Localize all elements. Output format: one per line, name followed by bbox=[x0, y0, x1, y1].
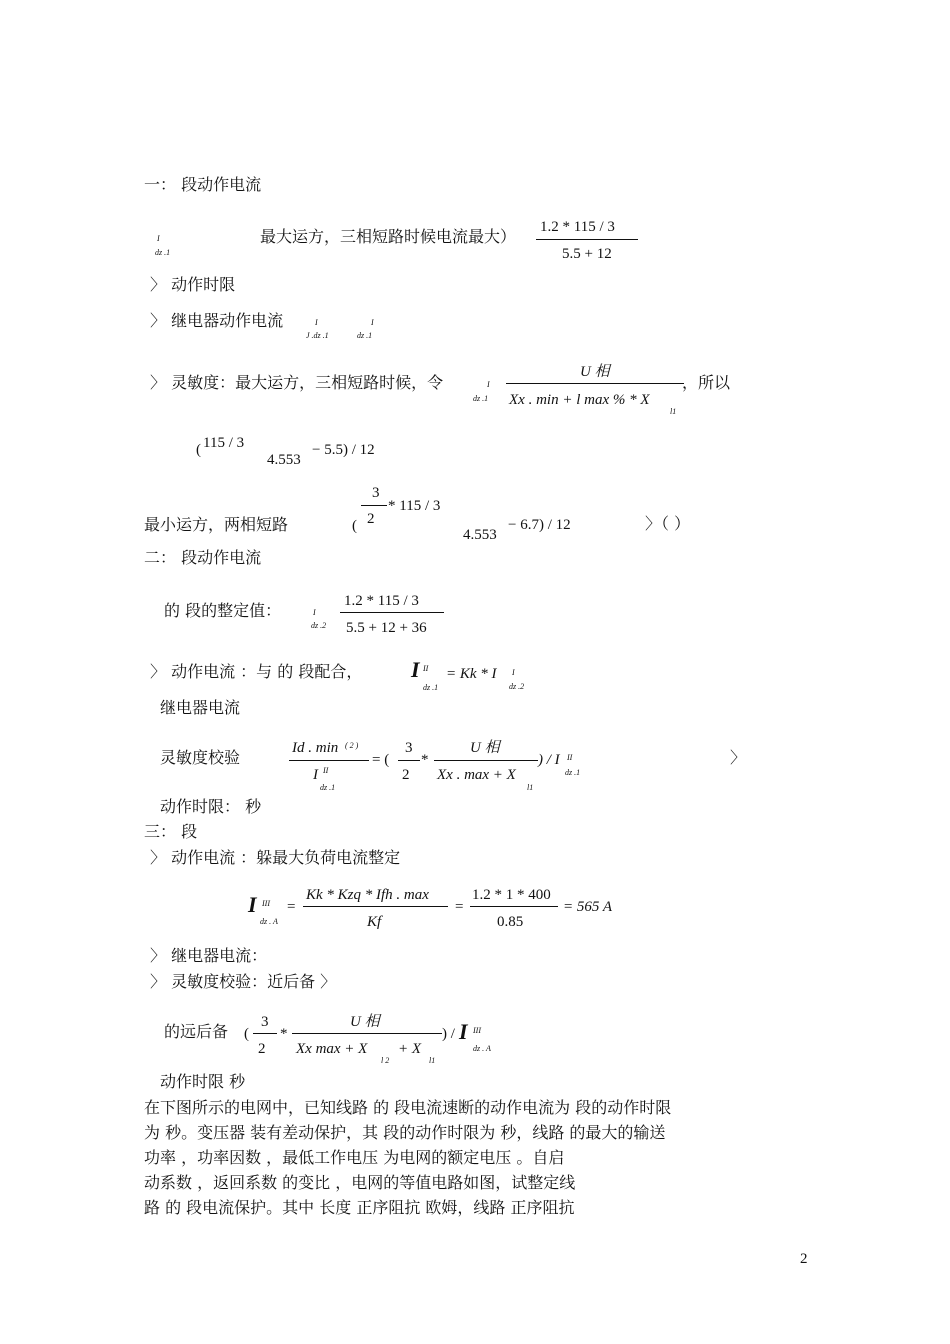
s1-line4-current-symbol: I bbox=[487, 380, 490, 389]
s2-line2-equation: = Kk * I bbox=[446, 666, 497, 682]
s2-line2-sub2: dz .2 bbox=[509, 682, 525, 691]
section-1-heading: 一： 段动作电流 bbox=[144, 175, 262, 194]
relay-current-symbol: I bbox=[315, 318, 318, 327]
s1-line6-frac-denominator: 2 bbox=[367, 511, 375, 527]
s3-eq-result: = 565 A bbox=[563, 899, 613, 915]
s1-line5-numerator: 115 / 3 bbox=[203, 435, 245, 451]
s2-line4-den-sub: dz .1 bbox=[320, 783, 336, 792]
s3-eq-current: I bbox=[248, 892, 257, 917]
s3-line4-sup: III bbox=[473, 1026, 481, 1035]
s2-line4-f2-bar bbox=[434, 760, 538, 761]
s1-line4-after: ，所以 bbox=[682, 373, 731, 392]
paragraph-line: 在下图所示的电网中，已知线路 的 段电流速断的动作电流为 段的动作时限 bbox=[144, 1098, 672, 1117]
s3-eq-bar2 bbox=[470, 906, 558, 907]
s1-line6-rest: − 6.7) / 12 bbox=[508, 517, 571, 533]
s1-line4-fraction-bar bbox=[506, 383, 684, 384]
s3-eq-equals1: = bbox=[287, 899, 296, 915]
s1-line5-open: ( bbox=[196, 442, 201, 458]
s1-line5-rest: − 5.5) / 12 bbox=[312, 442, 375, 458]
s3-line4-f2-denominator: Xx max + X bbox=[296, 1041, 368, 1057]
s2-line4-f1-bar bbox=[398, 760, 420, 761]
s2-line2-sup2: I bbox=[512, 668, 515, 677]
s3-line4-star: * bbox=[280, 1026, 288, 1042]
s3-line4-f1-denominator: 2 bbox=[258, 1041, 266, 1057]
current-subscript: dz .1 bbox=[155, 248, 171, 257]
s2-line4-f2-sub: l1 bbox=[527, 783, 534, 792]
s3-line4-f1-numerator: 3 bbox=[261, 1014, 269, 1030]
s2-line1-fraction-bar bbox=[340, 612, 444, 613]
s1-line6-text: 最小运方，两相短路 bbox=[144, 515, 289, 534]
s2-line4-text: 灵敏度校验 bbox=[160, 748, 241, 767]
s3-line2: 〉 继电器电流： bbox=[150, 946, 268, 965]
s2-line1-current-subscript: dz .2 bbox=[311, 621, 327, 630]
s2-line1-numerator: 1.2 * 115 / 3 bbox=[344, 593, 419, 609]
s2-line2-sub: dz .1 bbox=[423, 683, 439, 692]
s3-line4-f1-bar bbox=[253, 1033, 277, 1034]
s3-eq-denominator2: 0.85 bbox=[497, 914, 524, 930]
s3-eq-sub: dz . A bbox=[260, 917, 278, 926]
s3-line4-f2-bar bbox=[292, 1033, 442, 1034]
relay-current-subscript: J .dz .1 bbox=[306, 331, 329, 340]
paragraph-line: 路 的 段电流保护。其中 长度 正序阻抗 欧姆，线路 正序阻抗 bbox=[144, 1198, 575, 1217]
s2-line5: 动作时限： 秒 bbox=[160, 797, 262, 816]
s2-line4-f2-numerator: U 相 bbox=[470, 740, 500, 756]
s2-line4-fraction-bar bbox=[289, 760, 369, 761]
s3-line5: 动作时限 秒 bbox=[160, 1072, 246, 1091]
s2-line4-close: ) / I bbox=[538, 752, 560, 768]
s1-line1-denominator: 5.5 + 12 bbox=[562, 246, 612, 262]
s2-line1-current-symbol: I bbox=[313, 608, 316, 617]
s2-line4-f2-denominator: Xx . max + X bbox=[437, 767, 516, 783]
s1-line3: 〉 继电器动作电流 bbox=[150, 311, 284, 330]
s3-line4-close: ) / bbox=[442, 1026, 455, 1042]
s2-line4-star: * bbox=[421, 752, 429, 768]
s2-line2-text: 〉 动作电流 ：与 的 段配合， bbox=[150, 662, 363, 681]
s3-eq-equals2: = bbox=[455, 899, 464, 915]
s3-line4-f2-sub2: l1 bbox=[429, 1056, 436, 1065]
setting-current-symbol: I bbox=[371, 318, 374, 327]
s2-line4-denominator: I bbox=[313, 767, 318, 783]
section-3-heading: 三： 段 bbox=[144, 822, 198, 841]
s3-eq-numerator2: 1.2 * 1 * 400 bbox=[472, 887, 551, 903]
s2-line3: 继电器电流 bbox=[160, 698, 241, 717]
s1-line4-text: 〉 灵敏度：最大运方，三相短路时候，令 bbox=[150, 373, 444, 392]
paragraph-line: 为 秒。变压器 装有差动保护，其 段的动作时限为 秒，线路 的最大的输送 bbox=[144, 1123, 666, 1142]
s3-line4-f2-numerator: U 相 bbox=[350, 1014, 380, 1030]
setting-current-subscript: dz .1 bbox=[357, 331, 373, 340]
s2-line4-f1-numerator: 3 bbox=[405, 740, 413, 756]
s3-line4-text: 的远后备 bbox=[164, 1022, 229, 1041]
s1-line4-denominator-subscript: l1 bbox=[670, 407, 677, 416]
s1-line6-numerator: * 115 / 3 bbox=[388, 498, 441, 514]
s1-line1-fraction-bar bbox=[536, 239, 638, 240]
s2-line1-text: 的 段的整定值： bbox=[164, 601, 282, 620]
s2-line2-sup: II bbox=[423, 664, 429, 673]
s2-line4-den-sup: II bbox=[323, 766, 329, 775]
s1-line2: 〉 动作时限 bbox=[150, 275, 236, 294]
s3-line4-current: I bbox=[459, 1019, 468, 1044]
s1-line6-frac-bar bbox=[361, 505, 387, 506]
s1-line6-tail: 〉（ ） bbox=[645, 514, 691, 533]
problem-paragraph bbox=[144, 1095, 808, 1220]
s2-line4-f1-denominator: 2 bbox=[402, 767, 410, 783]
section-2-heading: 二： 段动作电流 bbox=[144, 548, 262, 567]
s3-eq-denominator: Kf bbox=[367, 914, 382, 930]
s2-line4-tail: 〉 bbox=[730, 748, 747, 767]
s1-line4-denominator: Xx . min + l max % * X bbox=[509, 392, 650, 408]
s2-line4-close-sup: II bbox=[567, 753, 573, 762]
s1-line6-frac-numerator: 3 bbox=[372, 485, 380, 501]
paragraph-line: 功率 ，功率因数 ，最低工作电压 为电网的额定电压 。自启 bbox=[144, 1148, 565, 1167]
paragraph-line: 动系数 ，返回系数 的变比 ，电网的等值电路如图，试整定线 bbox=[144, 1173, 576, 1192]
s3-eq-bar bbox=[303, 906, 448, 907]
s2-line1-denominator: 5.5 + 12 + 36 bbox=[346, 620, 427, 636]
s3-eq-sup: III bbox=[262, 899, 270, 908]
s1-line1-numerator: 1.2 * 115 / 3 bbox=[540, 219, 615, 235]
s2-line4-sup: ( 2 ) bbox=[345, 741, 359, 750]
s1-line4-current-subscript: dz .1 bbox=[473, 394, 489, 403]
s1-line1-text: 最大运方，三相短路时候电流最大） bbox=[260, 227, 517, 246]
s2-line4-numerator: Id . min bbox=[292, 740, 339, 756]
page-number: 2 bbox=[800, 1251, 808, 1267]
s3-line4-sub: dz . A bbox=[473, 1044, 491, 1053]
s2-line4-close-sub: dz .1 bbox=[565, 768, 581, 777]
s3-eq-numerator: Kk * Kzq * Ifh . max bbox=[306, 887, 429, 903]
s2-line4-equals: = ( bbox=[372, 752, 390, 768]
s2-line2-current: I bbox=[411, 657, 420, 682]
s1-line6-denominator: 4.553 bbox=[463, 527, 497, 543]
s1-line4-numerator: U 相 bbox=[580, 364, 610, 380]
s3-line3: 〉 灵敏度校验：近后备 〉 bbox=[150, 972, 337, 991]
s3-line4-f2-sub1: l 2 bbox=[381, 1056, 390, 1065]
s3-line1: 〉 动作电流 ：躲最大负荷电流整定 bbox=[150, 848, 401, 867]
s1-line5-denominator: 4.553 bbox=[267, 452, 301, 468]
s1-line6-open: ( bbox=[352, 518, 357, 534]
s3-line4-f2-mid: + X bbox=[398, 1041, 422, 1057]
current-symbol: I bbox=[157, 234, 160, 243]
s3-line4-open: ( bbox=[244, 1026, 249, 1042]
